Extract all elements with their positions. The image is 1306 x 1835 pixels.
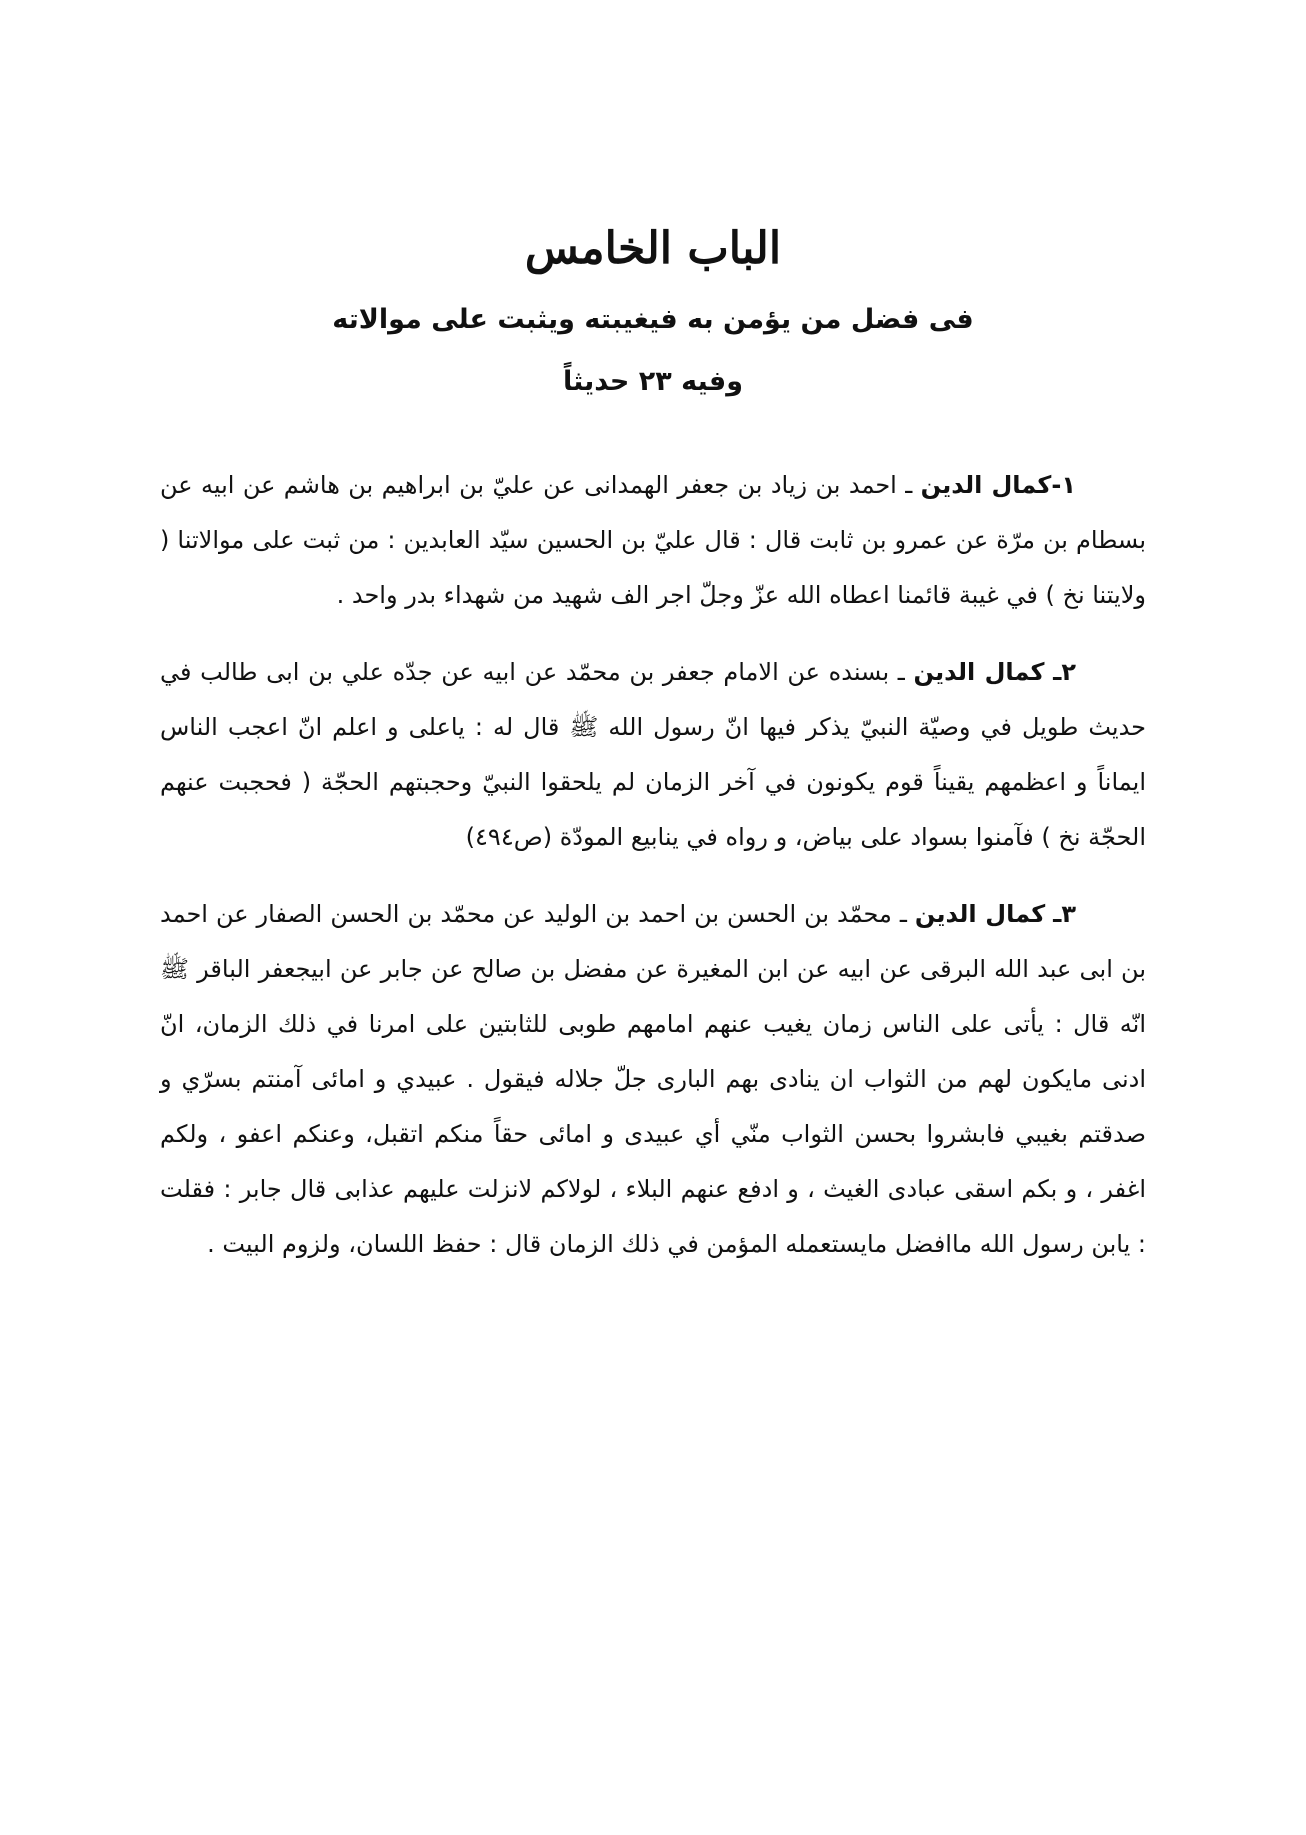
hadith-source: كمال الدين — [914, 900, 1046, 928]
chapter-body — [160, 458, 1146, 1294]
hadith-text: ـ احمد بن زياد بن جعفر الهمدانى عن عليّ بن ابراهيم بن هاشم عن ابيه عن بسطام بن مرّة عن عمرو بن ثابت قال : قال عليّ بن الحسين سيّد العابدين : من ثبت على موالاتنا ( ولايتنا نخ ) في غيبة قائمنا اعطاه الله عزّ وجلّ اجر الف شهيد من شهداء بدر واحد . — [160, 471, 1146, 609]
hadith-text: ـ محمّد بن الحسن بن احمد بن الوليد عن محمّد بن الحسن الصفار عن احمد بن ابى عبد الله البرقى عن ابيه عن ابن المغيرة عن مفضل بن صالح عن جابر عن ابيجعفر الباقر ﷺ انّه قال : يأتى على الناس زمان يغيب عنهم امامهم طوبى للثابتين على امرنا في ذلك الزمان، انّ ادنى مايكون لهم من الثواب ان ينادى بهم البارى جلّ جلاله فيقول . عبيدي و امائى آمنتم بسرّي و صدقتم بغيبي فابشروا بحسن الثواب منّي أي عبيدى و امائى حقاً منكم اتقبل، وعنكم اعفو ، ولكم اغفر ، و بكم اسقى عبادى الغيث ، و ادفع عنهم البلاء ، لولاكم لانزلت عليهم عذابى قال جابر : فقلت : يابن رسول الله ماافضل مايستعمله المؤمن في ذلك الزمان قال : حفظ اللسان، ولزوم البيت . — [160, 900, 1146, 1258]
hadith-text: ـ بسنده عن الامام جعفر بن محمّد عن ابيه عن جدّه علي بن ابى طالب في حديث طويل في وصيّة النبيّ يذكر فيها انّ رسول الله ﷺ قال له : ياعلى و اعلم انّ اعجب الناس ايماناً و اعظمهم يقيناً قوم يكونون في آخر الزمان لم يلحقوا النبيّ وحجبتهم الحجّة ( فحجبت عنهم الحجّة نخ ) فآمنوا بسواد على بياض، و رواه في ينابيع المودّة (ص٤٩٤) — [160, 658, 1146, 851]
hadith-number: ٣ـ — [1053, 900, 1077, 928]
hadith-source: كمال الدين — [913, 658, 1045, 686]
hadith-paragraph — [160, 458, 1146, 623]
hadith-number: ٢ـ — [1053, 658, 1076, 686]
chapter-header — [0, 214, 1306, 410]
hadith-number: ١- — [1051, 471, 1076, 499]
chapter-title: الباب الخامس — [524, 223, 782, 274]
hadith-source: كمال الدين — [920, 471, 1052, 499]
chapter-subtitle: فى فضل من يؤمن به فيغيبته ويثبت على موالاته — [332, 304, 974, 335]
hadith-paragraph — [160, 887, 1146, 1272]
hadith-count: وفيه ٢٣ حديثاً — [563, 366, 743, 397]
hadith-paragraph — [160, 645, 1146, 865]
